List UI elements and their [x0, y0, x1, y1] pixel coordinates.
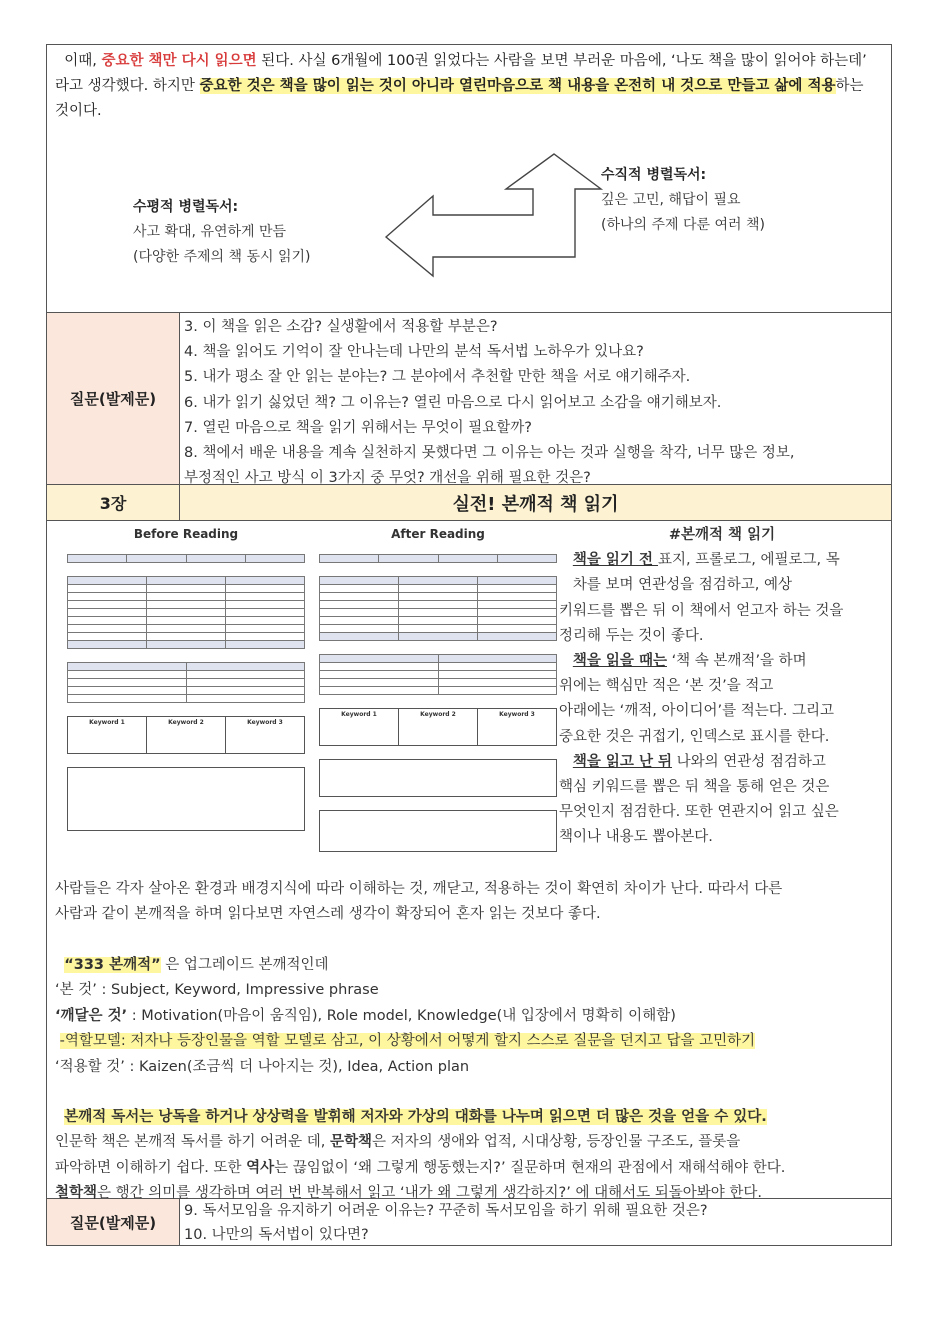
question-item: 4. 책을 읽어도 기억이 잘 안나는데 나만의 분석 독서법 노하우가 있나요? [184, 344, 644, 361]
body-paragraph-333 [55, 953, 885, 1080]
vertical-reading-callout [601, 163, 765, 238]
before-keyword-1: Keyword 1 [68, 717, 147, 753]
body-line: 은 업그레이드 본깨적인데 [160, 957, 329, 973]
question-item: 9. 독서모임을 유지하기 어려운 이유는? 꾸준히 독서모임을 하기 위해 필요한 것은? [184, 1203, 708, 1219]
during-reading-label: 책을 읽을 때는 [572, 653, 667, 670]
body-line: ‘본 것’ : Subject, Keyword, Impressive phrase [55, 982, 379, 999]
question-section-1 [46, 312, 892, 487]
explanation-line: ‘책 속 본깨적’을 하며 [666, 653, 807, 670]
explanation-line: 중요한 것은 귀접기, 인덱스로 표시를 한다. [559, 728, 830, 745]
body-line: 인문학 책은 본깨적 독서를 하기 어려운 데, [55, 1134, 330, 1151]
before-keyword-2: Keyword 2 [147, 717, 226, 753]
explanation-line: 키워드를 뽑은 뒤 이 책에서 얻고자 하는 것을 [559, 602, 844, 619]
history-label: 역사 [246, 1159, 275, 1176]
before-info-table [67, 554, 305, 563]
body-paragraph-humanities [55, 1105, 885, 1207]
body-line: 는 끊임없이 ‘왜 그렇게 행동했는지?’ 질문하며 현재의 관점에서 재해석해야 한다. [274, 1159, 786, 1176]
body-line: 사람들은 각자 살아온 환경과 배경지식에 따라 이해하는 것, 깨닫고, 적용하는 것이 확연히 차이가 난다. 따라서 다른 [55, 881, 783, 897]
body-line: : Motivation(마음이 움직임), Role model, Knowledge(내 입장에서 명확히 이해함) [127, 1007, 676, 1024]
question-label: 질문(발제문) [47, 1199, 180, 1245]
explanation-line: 위에는 핵심만 적은 ‘본 것’을 적고 [559, 678, 774, 695]
question-item: 5. 내가 평소 잘 안 읽는 분야는? 그 분야에서 추천할 만한 책을 서로 얘기해주자. [184, 369, 691, 386]
question-label: 질문(발제문) [47, 313, 180, 484]
horizontal-title: 수평적 병렬독서: [133, 199, 239, 215]
after-sheet-title: After Reading [391, 527, 485, 541]
explanation-line: 핵심 키워드를 뽑은 뒤 책을 통해 얻은 것은 [559, 779, 830, 796]
before-keyword-3: Keyword 3 [247, 719, 283, 726]
role-model-highlight: -역할모델: 저자나 등장인물을 역할 모델로 삼고, 이 상황에서 어떻게 할지 스스로 질문을 던지고 답을 고민하기 [59, 1033, 756, 1050]
intro-red-text: 중요한 책만 다시 읽으면 [101, 53, 257, 69]
body-paragraph-1 [55, 877, 885, 928]
vertical-line-1: 깊은 고민, 해답이 필요 [601, 192, 741, 208]
realized-label: ‘깨달은 것’ [55, 1007, 128, 1024]
body-line: ‘적용할 것’ : Kaizen(조금씩 더 나아지는 것), Idea, Action plan [55, 1058, 470, 1075]
after-reading-sheet [319, 527, 557, 867]
question-item: 10. 나만의 독서법이 있다면? [184, 1227, 369, 1243]
philosophy-label: 철학책 [55, 1185, 98, 1202]
chapter-header [46, 484, 892, 520]
intro-text-1: 이때, [64, 53, 102, 69]
before-sheet-title: Before Reading [133, 527, 239, 541]
before-check-table [67, 576, 305, 649]
intro-text-3: 하는 것이다. [55, 78, 864, 119]
explanation-line: 나와의 연관성 점검하고 [672, 753, 826, 770]
question-item: 6. 내가 읽기 싫었던 책? 그 이유는? 열린 마음으로 다시 읽어보고 소감을 얘기해보자. [184, 394, 722, 411]
333-highlight: “333 본깨적” [64, 957, 161, 973]
intro-text-2: 된다. 사실 6개월에 100권 읽었다는 사람을 보면 부러운 마음에, ‘나도 책을 많이 읽어야 하는데’ 라고 생각했다. 하지만 [55, 53, 867, 94]
before-score-table [67, 662, 305, 703]
vertical-line-2: (하나의 주제 다룬 여러 책) [601, 217, 765, 233]
explanation-line: 정리해 두는 것이 좋다. [559, 627, 704, 644]
intro-paragraph [55, 49, 881, 124]
intro-highlight: 중요한 것은 책을 많이 읽는 것이 아니라 열린마음으로 책 내용을 온전히 내 것으로 만들고 삶에 적용 [199, 78, 836, 94]
explanation-line: 책이나 내용도 뽑아본다. [559, 829, 713, 846]
bonkkaejeok-explanation [559, 523, 885, 851]
body-line: 사람과 같이 본깨적을 하며 읽다보면 자연스레 생각이 확장되어 혼자 읽는 것보다 좋다. [55, 906, 601, 923]
body-line: 파악하면 이해하기 쉽다. 또한 [55, 1159, 247, 1176]
before-reading-label: 책을 읽기 전 [572, 552, 659, 569]
question-item: 7. 열린 마음으로 책을 읽기 위해서는 무엇이 필요할까? [184, 419, 532, 436]
explanation-line: 무엇인지 점검한다. 또한 연관지어 읽고 싶은 [559, 804, 839, 821]
body-line: 은 행간 의미를 생각하며 여러 번 반복해서 읽고 ‘내가 왜 그렇게 생각하지?’ 에 대해서도 되돌아봐야 한다. [97, 1185, 762, 1202]
chapter-title: 실전! 본깨적 책 읽기 [452, 493, 619, 515]
after-keyword-1: Keyword 1 [320, 709, 399, 745]
question-item: 3. 이 책을 읽은 소감? 실생활에서 적용할 부분은? [184, 319, 498, 335]
before-keyword-box [67, 716, 305, 754]
chapter-number: 3장 [47, 485, 180, 520]
question-list-1 [180, 313, 891, 487]
intro-section [46, 44, 892, 312]
before-notes-box [67, 767, 305, 831]
vertical-title: 수직적 병렬독서: [601, 167, 707, 183]
chapter-content [46, 520, 892, 1202]
after-notes-box-1 [319, 759, 557, 797]
before-reading-sheet [67, 527, 305, 867]
body-line: 은 저자의 생애와 업적, 시대상황, 등장인물 구조도, 플롯을 [372, 1134, 741, 1151]
horizontal-line-1: 사고 확대, 유연하게 만듬 [133, 224, 287, 240]
after-keyword-2: Keyword 2 [399, 709, 478, 745]
after-keyword-3: Keyword 3 [499, 711, 535, 718]
question-item: 부정적인 사고 방식 이 3가지 중 무엇? 개선을 위해 필요한 것은? [184, 470, 591, 487]
after-reading-label: 책을 읽고 난 뒤 [572, 753, 673, 770]
after-notes-box-2 [319, 810, 557, 852]
explanation-heading: #본깨적 책 읽기 [668, 527, 776, 543]
explanation-line: 아래에는 ‘깨적, 아이디어’를 적는다. 그리고 [559, 703, 834, 720]
literature-label: 문학책 [330, 1134, 373, 1151]
after-keyword-box [319, 708, 557, 746]
after-info-table [319, 554, 557, 563]
horizontal-line-2: (다양한 주제의 책 동시 읽기) [133, 249, 311, 265]
reading-tip-highlight: 본깨적 독서는 낭독을 하거나 상상력을 발휘해 저자와 가상의 대화를 나누며 읽으면 더 많은 것을 얻을 수 있다. [64, 1109, 767, 1125]
question-item: 8. 책에서 배운 내용을 계속 실천하지 못했다면 그 이유는 아는 것과 실행을 착각, 너무 많은 정보, [184, 445, 795, 462]
after-feedback-table [319, 576, 557, 641]
explanation-line: 표지, 프롤로그, 에필로그, 목 [658, 552, 840, 569]
horizontal-reading-callout [133, 195, 311, 270]
after-score-table [319, 654, 557, 695]
explanation-line: 차를 보며 연관성을 점검하고, 예상 [572, 577, 792, 594]
